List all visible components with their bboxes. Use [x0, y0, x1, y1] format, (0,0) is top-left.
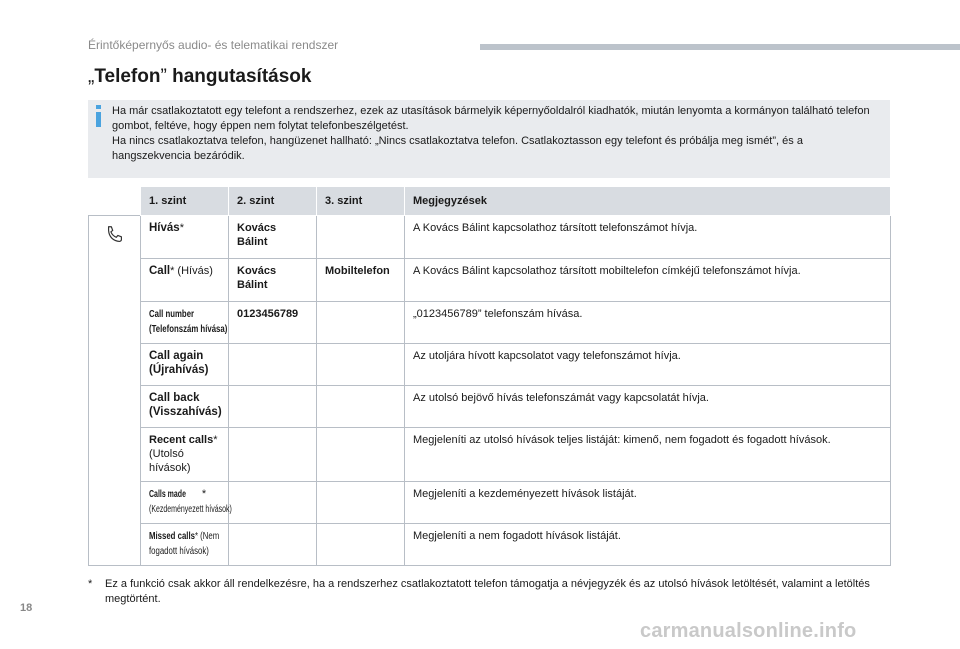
cell-note: A Kovács Bálint kapcsolathoz társított mobiltelefon címkéjű telefonszámot hívja.	[405, 259, 891, 302]
cell-level-3	[317, 428, 405, 482]
cell-level-2	[229, 428, 317, 482]
header-level-3: 3. szint	[317, 187, 405, 216]
info-box	[88, 100, 890, 178]
cell-level-3: Mobiltelefon	[317, 259, 405, 302]
header-level-2: 2. szint	[229, 187, 317, 216]
info-paragraph-2: Ha nincs csatlakoztatva telefon, hangüzenet hallható: „Nincs csatlakoztatva telefon. Csatlakoztasson egy telefont és próbálja meg ismét”, és a hangszekvencia bezáródik.	[112, 135, 803, 162]
cell-level-3	[317, 524, 405, 566]
page-number: 18	[20, 602, 33, 614]
cell-level-2	[229, 524, 317, 566]
cell-level-2	[229, 344, 317, 386]
table-row	[89, 259, 891, 302]
table-row	[89, 482, 891, 524]
table-row	[89, 344, 891, 386]
cell-level-3	[317, 344, 405, 386]
header-notes: Megjegyzések	[405, 187, 891, 216]
table-row	[89, 302, 891, 344]
cell-level-3	[317, 386, 405, 428]
cell-note: Megjeleníti a nem fogadott hívások listáját.	[405, 524, 891, 566]
title-term: Telefon	[94, 66, 161, 87]
cell-level-1: Call* (Hívás)	[141, 259, 229, 302]
table-row	[89, 524, 891, 566]
cell-note: Az utoljára hívott kapcsolatot vagy telefonszámot hívja.	[405, 344, 891, 386]
cell-level-1: Recent calls* (Utolsó hívások)	[141, 428, 229, 482]
cell-level-1: Call back (Visszahívás)	[141, 386, 229, 428]
table-row	[89, 386, 891, 428]
info-text	[112, 104, 882, 164]
running-header: Érintőképernyős audio- és telematikai rendszer	[88, 38, 339, 52]
header-level-1: 1. szint	[141, 187, 229, 216]
cell-note: Az utolsó bejövő hívás telefonszámát vagy kapcsolatát hívja.	[405, 386, 891, 428]
cell-level-2	[229, 482, 317, 524]
table-header-row	[89, 187, 891, 216]
header-blank	[89, 187, 141, 216]
title-close-quote: ”	[160, 66, 167, 87]
header-bar	[480, 44, 960, 50]
cell-level-2: Kovács Bálint	[229, 216, 317, 259]
cell-level-3	[317, 302, 405, 344]
cell-level-1: Missed calls* (Nem fogadott hívások)	[141, 524, 229, 566]
cell-note: Megjeleníti a kezdeményezett hívások listáját.	[405, 482, 891, 524]
cell-level-3	[317, 216, 405, 259]
info-icon	[92, 104, 106, 128]
cell-level-1: Call number (Telefonszám hívása)	[141, 302, 229, 344]
footnote-text: Ez a funkció csak akkor áll rendelkezésre, ha a rendszerhez csatlakoztatott telefon támogatja a névjegyzék és az utolsó hívások letöltését, valamint a letöltés megtörtént.	[105, 578, 870, 605]
cell-level-1: Calls made * (Kezdeményezett hívások)	[141, 482, 229, 524]
watermark[interactable]: carmanualsonline.info	[640, 620, 857, 642]
title-rest: hangutasítások	[166, 66, 312, 87]
footnote-mark: *	[88, 578, 93, 590]
cell-level-2: 0123456789	[229, 302, 317, 344]
page-title	[88, 66, 311, 88]
cell-note: A Kovács Bálint kapcsolathoz társított telefonszámot hívja.	[405, 216, 891, 259]
info-paragraph-1: Ha már csatlakoztatott egy telefont a rendszerhez, ezek az utasítások bármelyik képernyőoldalról kiadhatók, miután lenyomta a kormányon található telefon gombot, feltéve, hogy éppen nem folytat telefonbeszélgetést.	[112, 105, 870, 132]
cell-note: „0123456789” telefonszám hívása.	[405, 302, 891, 344]
phone-icon-cell	[89, 216, 141, 566]
cell-level-3	[317, 482, 405, 524]
cell-level-1: Hívás*	[141, 216, 229, 259]
title-open-quote: „	[88, 66, 95, 87]
table-row	[89, 428, 891, 482]
voice-command-table	[88, 186, 891, 566]
cell-level-2	[229, 386, 317, 428]
cell-level-2: Kovács Bálint	[229, 259, 317, 302]
cell-note: Megjeleníti az utolsó hívások teljes listáját: kimenő, nem fogadott és fogadott hívások.	[405, 428, 891, 482]
phone-handset-icon	[104, 224, 126, 246]
table-row	[89, 216, 891, 259]
cell-level-1: Call again (Újrahívás)	[141, 344, 229, 386]
